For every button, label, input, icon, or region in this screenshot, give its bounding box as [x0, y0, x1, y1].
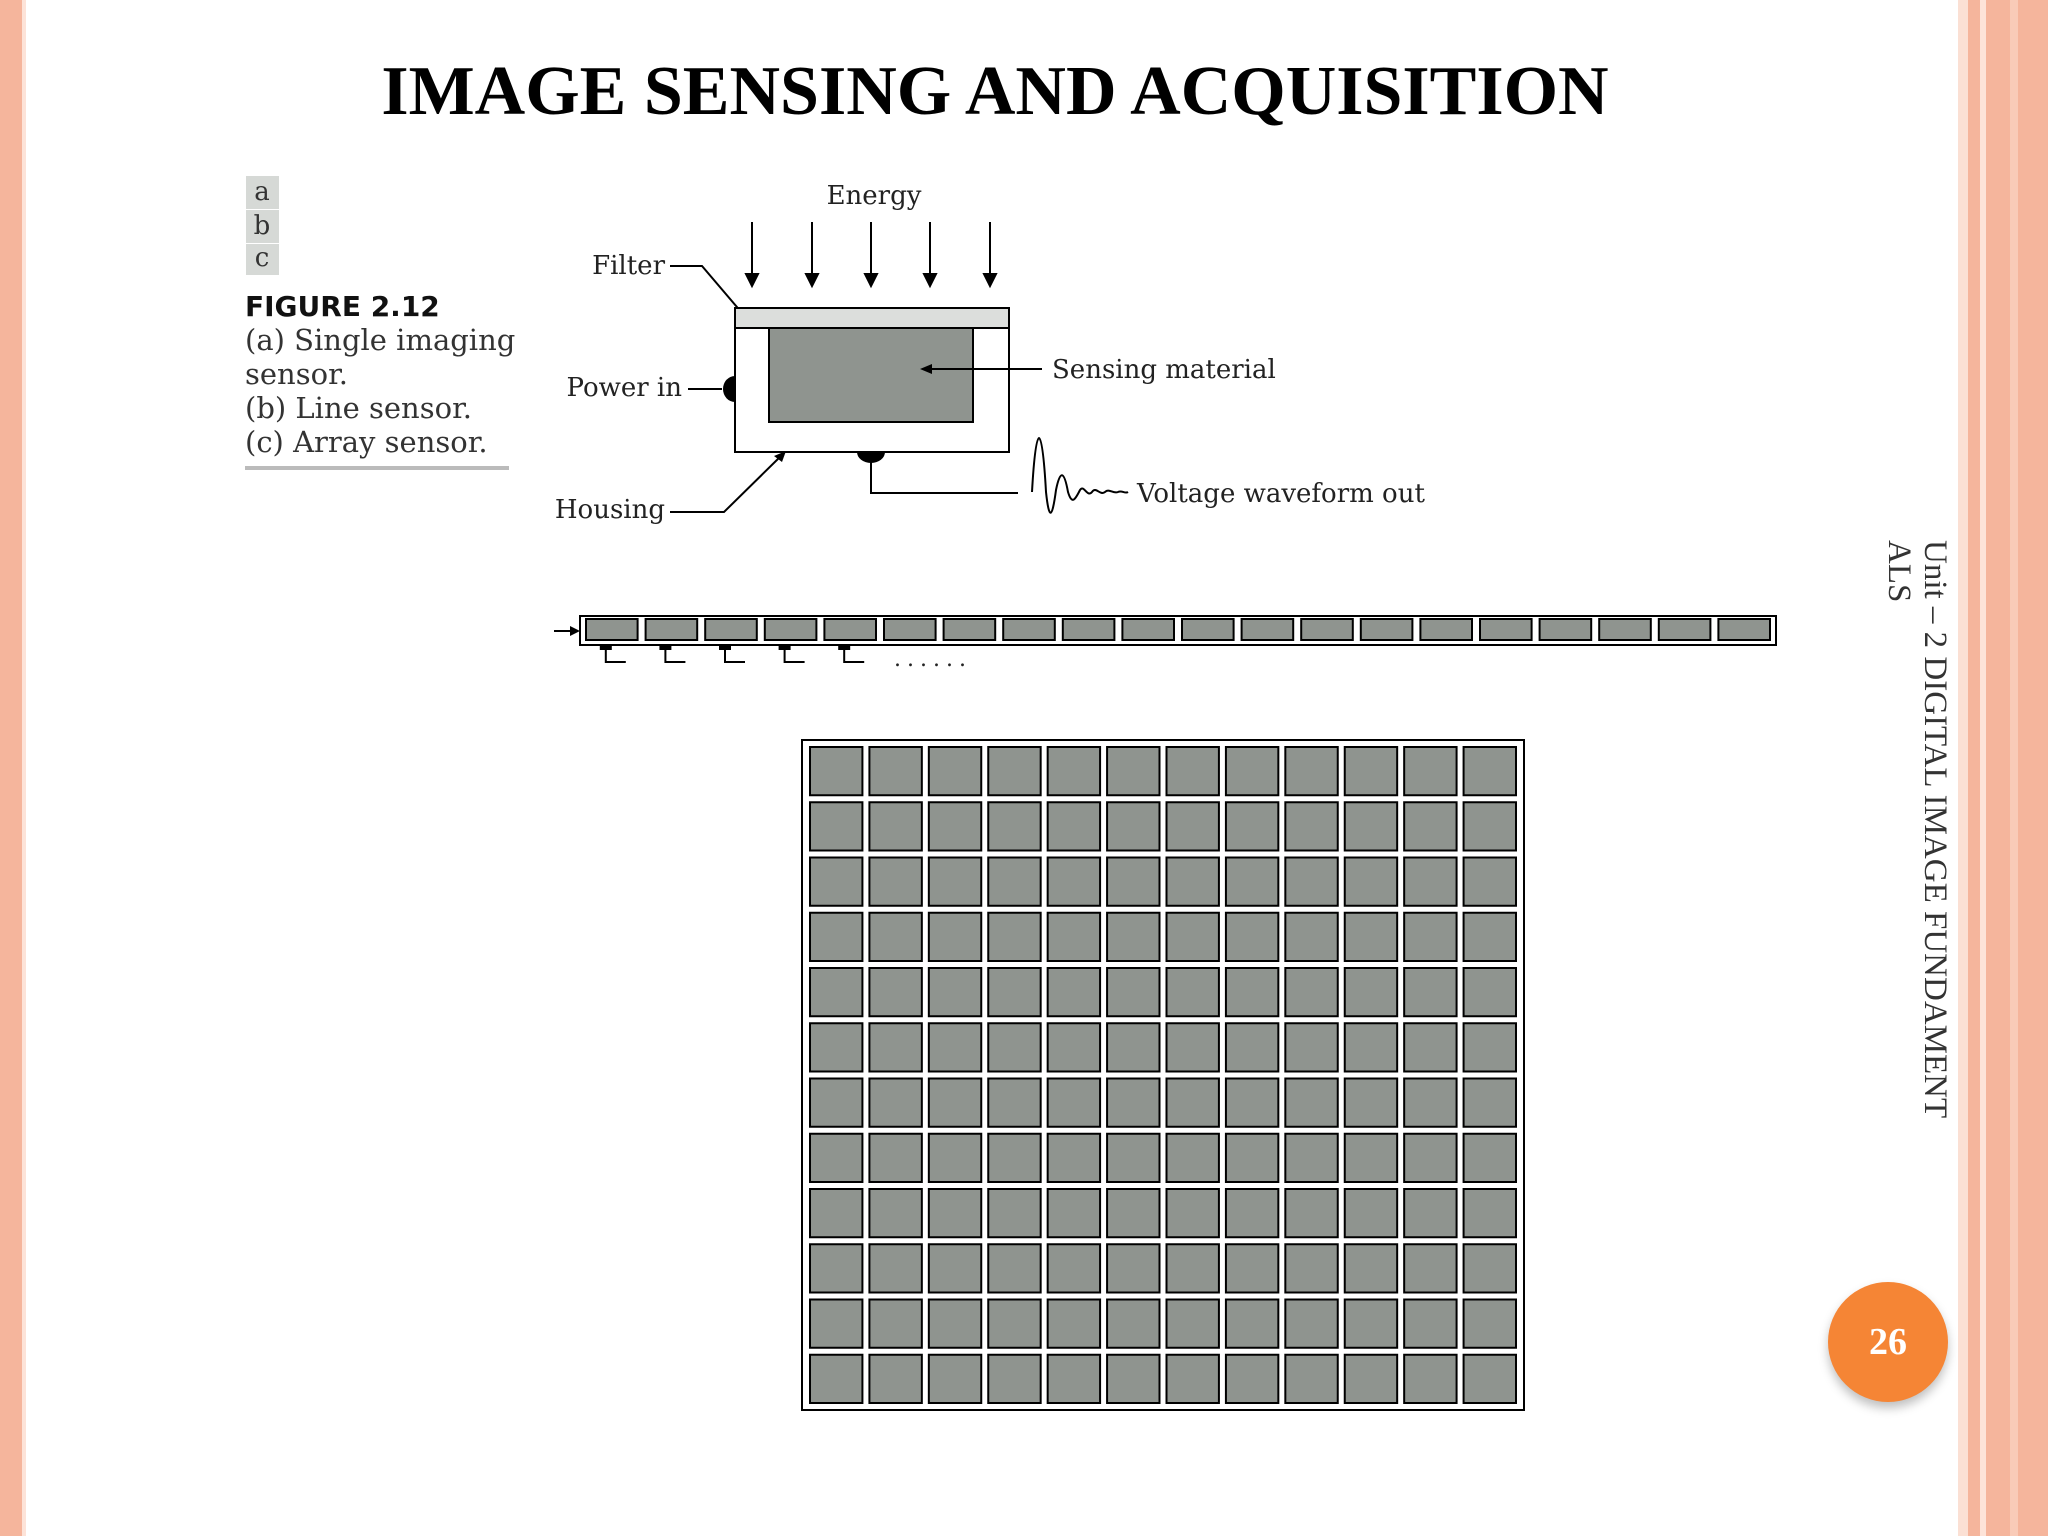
panel-label-a: a	[254, 177, 270, 207]
array-sensor-cell	[1226, 858, 1278, 906]
array-sensor-cell	[1464, 1355, 1516, 1403]
array-sensor-cell	[988, 1355, 1040, 1403]
array-sensor-cell	[810, 858, 862, 906]
line-sensor-tap-pin	[601, 645, 611, 649]
array-sensor-cell	[1107, 1134, 1159, 1182]
array-sensor-cell	[1107, 968, 1159, 1016]
array-sensor-cell	[1226, 1023, 1278, 1071]
line-sensor-cell	[824, 619, 876, 640]
array-sensor-cell	[1107, 802, 1159, 850]
array-sensor-cell	[1167, 1189, 1219, 1237]
line-sensor-cell	[646, 619, 698, 640]
figure-caption-line: (b) Line sensor.	[245, 391, 472, 425]
array-sensor-cell	[1285, 1079, 1337, 1127]
array-sensor-cell	[1404, 1244, 1456, 1292]
array-sensor-cell	[988, 1134, 1040, 1182]
array-sensor-cell	[1107, 1244, 1159, 1292]
array-sensor-cell	[1226, 1244, 1278, 1292]
array-sensor-cell	[1226, 1189, 1278, 1237]
line-sensor-tap-pin	[660, 645, 670, 649]
array-sensor-cell	[1464, 968, 1516, 1016]
array-sensor-cell	[1107, 747, 1159, 795]
filter-layer	[735, 308, 1009, 328]
array-sensor-cell	[869, 802, 921, 850]
array-sensor-cell	[1048, 1189, 1100, 1237]
line-sensor-cell	[1420, 619, 1472, 640]
array-sensor-cell	[1404, 1300, 1456, 1348]
array-sensor-cell	[929, 1134, 981, 1182]
array-sensor-cell	[1285, 1134, 1337, 1182]
array-sensor-cell	[1464, 1134, 1516, 1182]
array-sensor-cell	[1285, 968, 1337, 1016]
power-in-label: Power in	[566, 373, 682, 403]
panel-label-c: c	[254, 243, 270, 273]
line-sensor-lead-arrowhead	[570, 626, 580, 636]
array-sensor-cell	[1226, 802, 1278, 850]
array-sensor-cell	[988, 1023, 1040, 1071]
array-sensor-cell	[810, 1300, 862, 1348]
right-border-stripe	[2010, 0, 2018, 1536]
array-sensor-cell	[1107, 1189, 1159, 1237]
array-sensor-cell	[1345, 802, 1397, 850]
figure-heading: FIGURE 2.12	[245, 290, 440, 323]
array-sensor-cell	[1048, 968, 1100, 1016]
slide-title: IMAGE SENSING AND ACQUISITION	[381, 53, 1609, 130]
vertical-unit-footer: Unit – 2 DIGITAL IMAGE FUNDAMENT ALS	[1881, 540, 1953, 1119]
array-sensor-cell	[810, 913, 862, 961]
array-sensor-cell	[810, 1244, 862, 1292]
array-sensor-cell	[1345, 1079, 1397, 1127]
array-sensor-cell	[1345, 913, 1397, 961]
array-sensor-cell	[988, 913, 1040, 961]
line-sensor-cell	[765, 619, 817, 640]
array-sensor-cell	[929, 1244, 981, 1292]
array-sensor-cell	[1464, 913, 1516, 961]
energy-arrows	[746, 222, 996, 286]
line-sensor-cell	[1659, 619, 1711, 640]
array-sensor-cell	[1226, 747, 1278, 795]
array-sensor-cell	[1107, 858, 1159, 906]
array-sensor-cell	[1167, 747, 1219, 795]
array-sensor-cell	[1107, 913, 1159, 961]
array-sensor-cell	[1404, 1189, 1456, 1237]
array-sensor-cell	[1107, 1079, 1159, 1127]
line-sensor-cell	[1182, 619, 1234, 640]
array-sensor-cell	[1464, 1300, 1516, 1348]
array-sensor-cell	[1285, 913, 1337, 961]
line-sensor-housing	[580, 616, 1776, 645]
line-sensor-tap	[665, 648, 685, 662]
array-sensor-cell	[929, 1023, 981, 1071]
array-sensor-cell	[1464, 1079, 1516, 1127]
array-sensor-cell	[1167, 1244, 1219, 1292]
array-sensor-cell	[1048, 1079, 1100, 1127]
line-sensor-tap	[844, 648, 864, 662]
array-sensor-cell	[1167, 1079, 1219, 1127]
array-sensor-cell	[1345, 1244, 1397, 1292]
array-sensor-cell	[1167, 858, 1219, 906]
sensing-material-block	[769, 328, 973, 422]
single-imaging-sensor	[555, 181, 1426, 525]
power-in-connector	[723, 376, 735, 402]
array-sensor-cell	[1048, 1244, 1100, 1292]
array-sensor-cell	[988, 1300, 1040, 1348]
array-sensor-cell	[1345, 968, 1397, 1016]
voltage-out-lead	[871, 462, 1018, 493]
line-sensor-cell	[1063, 619, 1115, 640]
array-sensor-cell	[869, 913, 921, 961]
array-sensor-cell	[988, 747, 1040, 795]
array-sensor-cell	[1048, 747, 1100, 795]
array-sensor-cell	[1464, 802, 1516, 850]
array-sensor-cell	[1167, 1023, 1219, 1071]
voltage-out-connector	[857, 452, 885, 463]
array-sensor-cell	[929, 858, 981, 906]
array-sensor-cell	[988, 802, 1040, 850]
array-sensor-cell	[929, 1355, 981, 1403]
array-sensor-cell	[869, 1300, 921, 1348]
array-sensor-cell	[869, 858, 921, 906]
array-sensor-cell	[869, 968, 921, 1016]
array-sensor-cell	[1285, 1355, 1337, 1403]
array-sensor-cell	[1285, 1023, 1337, 1071]
figure-caption-line: sensor.	[245, 357, 348, 391]
array-sensor-cell	[1048, 1355, 1100, 1403]
panel-label-b: b	[253, 211, 271, 241]
array-sensor-cell	[1285, 802, 1337, 850]
array-sensor-cell	[869, 1355, 921, 1403]
array-sensor-cell	[1226, 968, 1278, 1016]
array-sensor-cell	[1226, 1300, 1278, 1348]
array-sensor-cell	[1345, 1355, 1397, 1403]
array-sensor-cell	[1345, 1189, 1397, 1237]
line-sensor-cell	[1540, 619, 1592, 640]
array-sensor-cell	[1048, 1300, 1100, 1348]
array-sensor-cell	[1048, 1023, 1100, 1071]
array-sensor	[802, 740, 1524, 1410]
page-number-badge: 26	[1828, 1282, 1948, 1402]
array-sensor-cell	[1345, 747, 1397, 795]
array-sensor-cell	[1107, 1355, 1159, 1403]
array-sensor-cell	[1167, 968, 1219, 1016]
array-sensor-cell	[1167, 802, 1219, 850]
array-sensor-cell	[810, 802, 862, 850]
figure-caption-line: (c) Array sensor.	[245, 425, 488, 459]
array-sensor-cell	[810, 1134, 862, 1182]
filter-label: Filter	[592, 251, 665, 281]
array-sensor-cell	[1404, 1355, 1456, 1403]
array-sensor-cell	[810, 1189, 862, 1237]
right-border-stripe	[1968, 0, 1980, 1536]
array-sensor-cell	[929, 913, 981, 961]
line-sensor-cell	[1480, 619, 1532, 640]
line-sensor-tap	[725, 648, 745, 662]
array-sensor-cell	[1285, 1300, 1337, 1348]
line-sensor-cell	[1361, 619, 1413, 640]
array-sensor-cell	[1226, 1355, 1278, 1403]
line-sensor-taps	[601, 645, 864, 662]
array-sensor-cell	[929, 968, 981, 1016]
array-sensor-cell	[1464, 858, 1516, 906]
array-sensor-cell	[1404, 1023, 1456, 1071]
figure-caption-line: (a) Single imaging	[245, 323, 516, 357]
line-sensor-tap-pin	[780, 645, 790, 649]
line-sensor-cell	[1599, 619, 1651, 640]
array-sensor-cell	[1345, 1300, 1397, 1348]
line-sensor-cell	[944, 619, 996, 640]
line-sensor-cell	[586, 619, 638, 640]
array-sensor-cell	[1167, 913, 1219, 961]
line-sensor-cell	[1122, 619, 1174, 640]
line-sensor-tap	[606, 648, 626, 662]
array-sensor-cell	[1464, 1023, 1516, 1071]
line-sensor-cell	[884, 619, 936, 640]
array-sensor-cell	[869, 747, 921, 795]
array-sensor-cell	[1167, 1355, 1219, 1403]
sensing-material-label: Sensing material	[1052, 355, 1276, 385]
array-sensor-cell	[1345, 1023, 1397, 1071]
array-sensor-cell	[988, 968, 1040, 1016]
array-sensor-cell	[929, 1079, 981, 1127]
array-sensor-cell	[810, 1079, 862, 1127]
voltage-waveform	[1032, 438, 1128, 513]
array-sensor-cell	[810, 968, 862, 1016]
array-sensor-cell	[1226, 1079, 1278, 1127]
array-sensor-cell	[1404, 802, 1456, 850]
housing-leader-line	[670, 455, 782, 512]
array-sensor-cell	[1048, 1134, 1100, 1182]
array-sensor-cell	[810, 747, 862, 795]
array-sensor-cell	[1285, 747, 1337, 795]
array-sensor-cell	[1404, 747, 1456, 795]
array-sensor-cell	[988, 1244, 1040, 1292]
array-sensor-cell	[1345, 858, 1397, 906]
line-sensor	[554, 616, 1776, 672]
array-sensor-cell	[1167, 1300, 1219, 1348]
array-sensor-cell	[1464, 1189, 1516, 1237]
array-sensor-cell	[988, 1189, 1040, 1237]
array-sensor-cell	[869, 1023, 921, 1071]
array-sensor-cell	[929, 1189, 981, 1237]
array-sensor-cell	[1167, 1134, 1219, 1182]
array-sensor-cell	[1107, 1300, 1159, 1348]
array-sensor-cell	[1464, 747, 1516, 795]
array-sensor-cell	[1345, 1134, 1397, 1182]
array-sensor-cell	[1404, 913, 1456, 961]
line-sensor-cell	[705, 619, 757, 640]
panel-labels	[246, 176, 279, 275]
array-sensor-cell	[1107, 1023, 1159, 1071]
array-sensor-cell	[929, 747, 981, 795]
voltage-waveform-label: Voltage waveform out	[1137, 479, 1425, 509]
array-sensor-cell	[1404, 1079, 1456, 1127]
energy-label: Energy	[826, 181, 922, 211]
array-sensor-cell	[1226, 913, 1278, 961]
array-sensor-cell	[1285, 858, 1337, 906]
line-sensor-continuation-dots: ......	[894, 647, 972, 672]
array-sensor-cell	[1404, 1134, 1456, 1182]
line-sensor-cell	[1003, 619, 1055, 640]
array-sensor-cell	[929, 802, 981, 850]
array-sensor-cell	[1285, 1244, 1337, 1292]
housing-label: Housing	[554, 495, 665, 525]
line-sensor-tap	[785, 648, 805, 662]
line-sensor-cell	[1718, 619, 1770, 640]
line-sensor-cell	[1301, 619, 1353, 640]
array-sensor-cell	[1048, 802, 1100, 850]
line-sensor-cell	[1242, 619, 1294, 640]
array-sensor-cell	[869, 1134, 921, 1182]
array-sensor-cell	[869, 1189, 921, 1237]
array-sensor-cell	[810, 1355, 862, 1403]
array-sensor-cell	[988, 1079, 1040, 1127]
array-sensor-cell	[1404, 968, 1456, 1016]
array-sensor-cell	[988, 858, 1040, 906]
array-sensor-cell	[869, 1244, 921, 1292]
array-sensor-cell	[1464, 1244, 1516, 1292]
right-border-stripe	[1958, 0, 1968, 1536]
array-sensor-cell	[1048, 858, 1100, 906]
array-sensor-cell	[810, 1023, 862, 1071]
array-sensor-cell	[1226, 1134, 1278, 1182]
array-sensor-cell	[1048, 913, 1100, 961]
line-sensor-tap-pin	[720, 645, 730, 649]
array-sensor-cell	[1285, 1189, 1337, 1237]
array-sensor-cell	[869, 1079, 921, 1127]
line-sensor-tap-pin	[839, 645, 849, 649]
array-sensor-cell	[1404, 858, 1456, 906]
array-sensor-cell	[929, 1300, 981, 1348]
